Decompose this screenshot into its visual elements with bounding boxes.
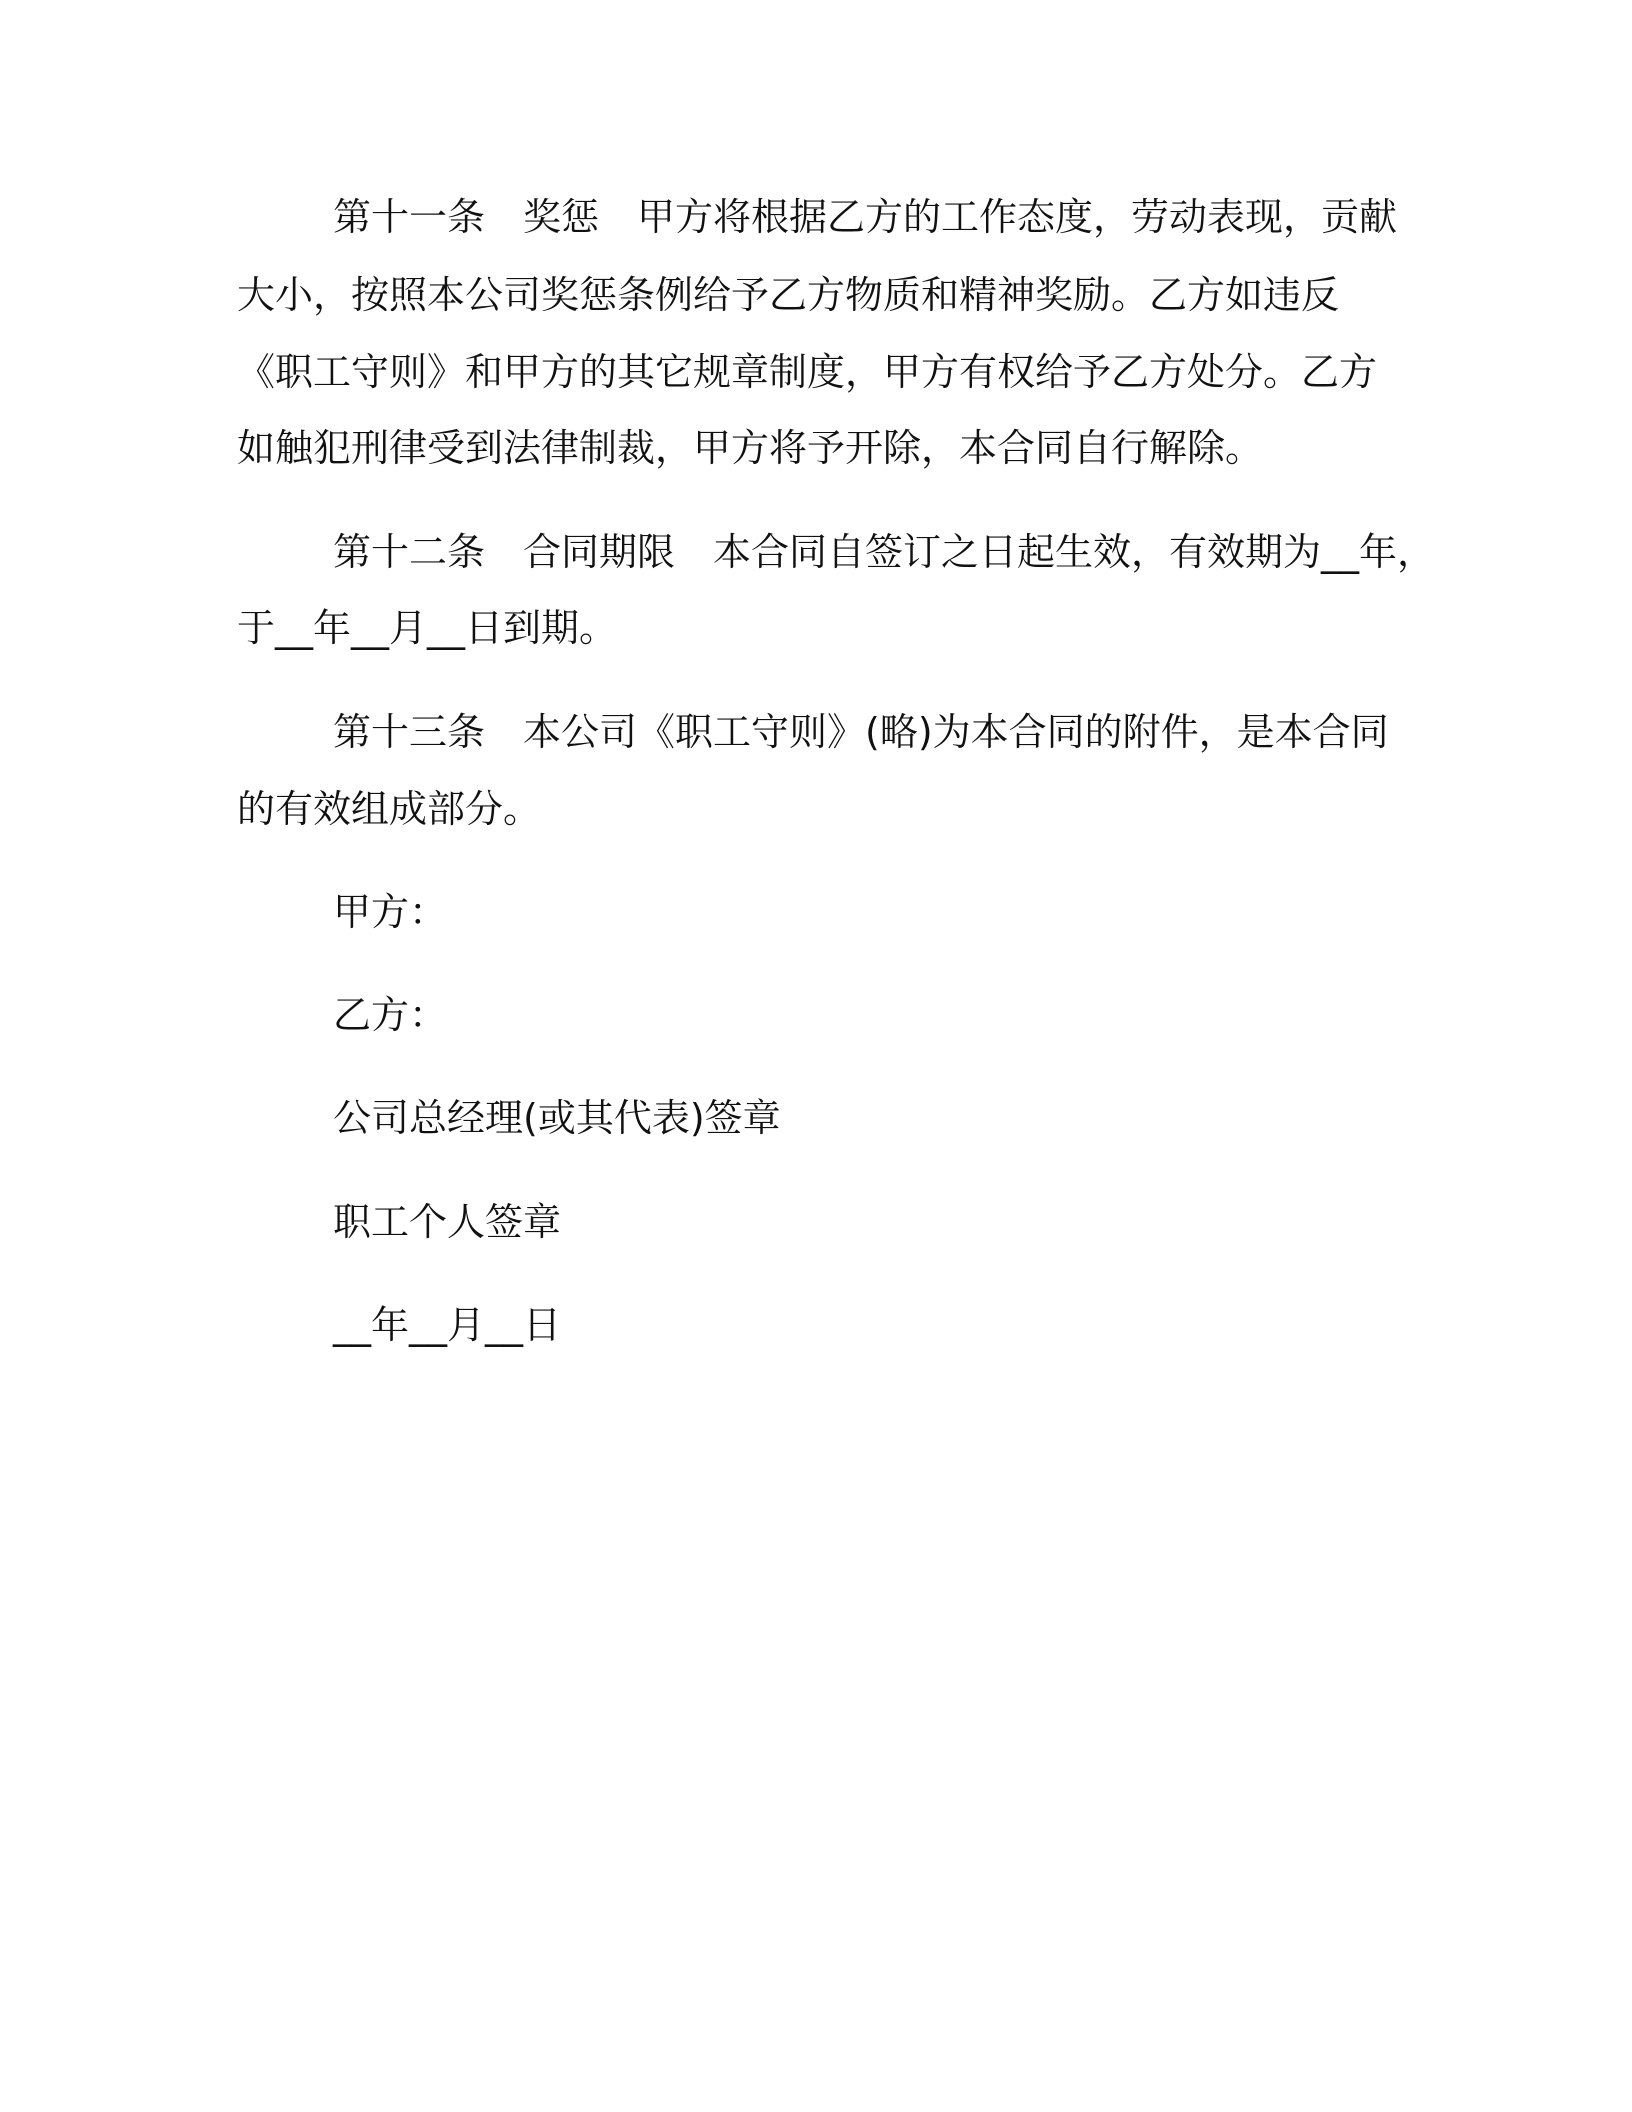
article-11-line-1: 第十一条 奖惩 甲方将根据乙方的工作态度，劳动表现，贡献 xyxy=(333,195,1398,239)
employee-seal-label: 职工个人签章 xyxy=(333,1200,562,1244)
article-11-line-4: 如触犯刑律受到法律制裁，甲方将予开除，本合同自行解除。 xyxy=(237,426,1264,470)
article-13-line-1: 第十三条 本公司《职工守则》(略)为本合同的附件，是本合同 xyxy=(333,710,1389,754)
article-11-line-2: 大小，按照本公司奖惩条例给予乙方物质和精神奖励。乙方如违反 xyxy=(237,273,1340,317)
signature-date: __年__月__日 xyxy=(333,1303,562,1347)
article-12-line-1: 第十二条 合同期限 本合同自签订之日起生效，有效期为__年， xyxy=(333,530,1436,574)
article-11-line-3: 《职工守则》和甲方的其它规章制度，甲方有权给予乙方处分。乙方 xyxy=(237,350,1378,394)
article-13-line-2: 的有效组成部分。 xyxy=(237,787,542,831)
party-a-label: 甲方： xyxy=(333,890,448,934)
party-b-label: 乙方： xyxy=(333,993,448,1037)
manager-seal-label: 公司总经理(或其代表)签章 xyxy=(333,1096,781,1140)
article-12-line-2: 于__年__月__日到期。 xyxy=(237,606,618,650)
